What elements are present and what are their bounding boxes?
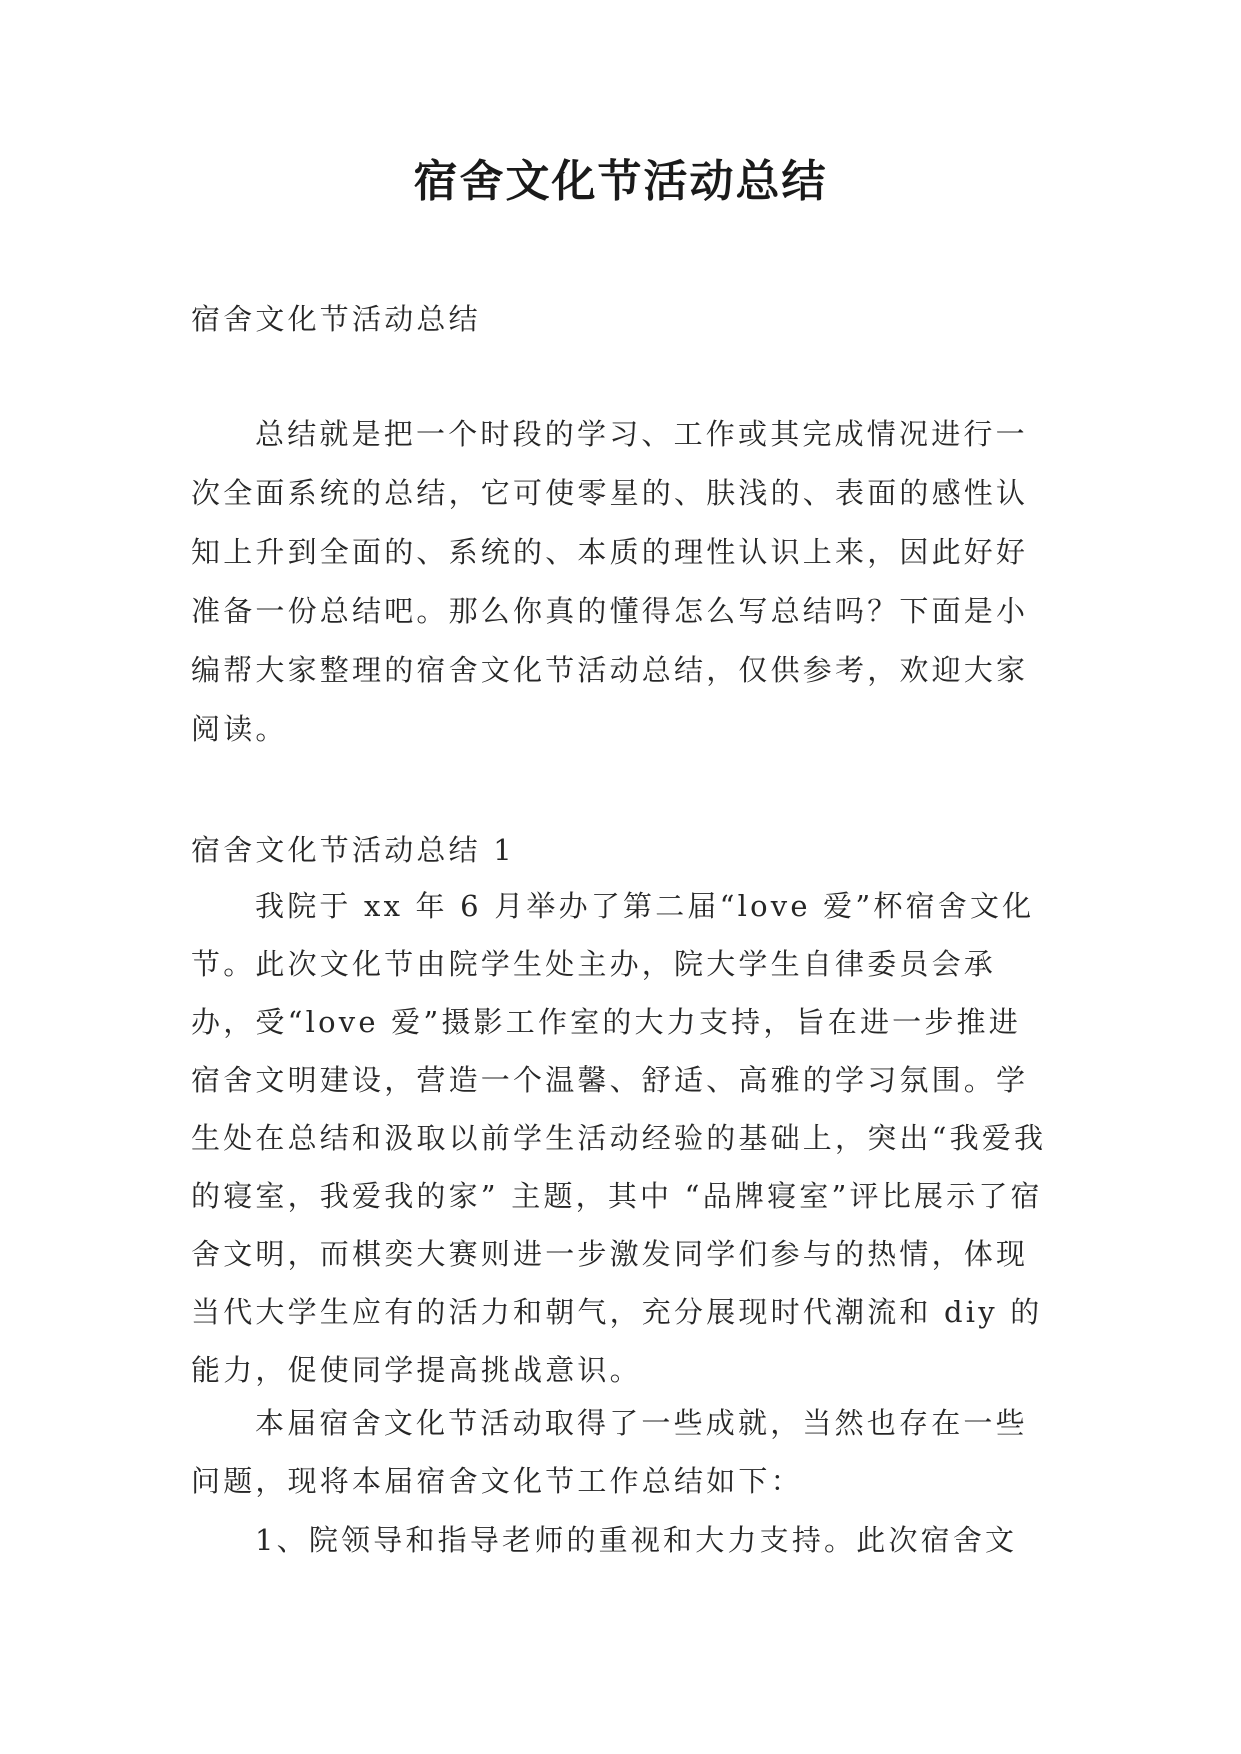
body-paragraph-2: 本届宿舍文化节活动取得了一些成就，当然也存在一些问题，现将本届宿舍文化节工作总结如下： <box>191 1406 1028 1498</box>
intro-paragraph: 总结就是把一个时段的学习、工作或其完成情况进行一次全面系统的总结，它可使零星的、肤浅的、表面的感性认知上升到全面的、系统的、本质的理性认识上来，因此好好准备一份总结吧。那么你真的懂得怎么写总结吗？下面是小编帮大家整理的宿舍文化节活动总结，仅供参考，欢迎大家阅读。 <box>191 417 1029 746</box>
document-title: 宿舍文化节活动总结 <box>413 156 828 207</box>
body-paragraph-1: 我院于 xx 年 6 月举办了第二届“love 爱”杯宿舍文化节。此次文化节由院学生处主办，院大学生自律委员会承办，受“love 爱”摄影工作室的大力支持，旨在进一步推进宿舍文明建设，营造一个温馨、舒适、高雅的学习氛围。学生处在总结和汲取以前学生活动经验的基础上，突出“我爱我的寝室，我爱我的家” 主题，其中 “品牌寝室”评比展示了宿舍文明，而棋奕大赛则进一步激发同学们参与的热情，体现当代大学生应有的活力和朝气，充分展现时代潮流和 diy 的能力，促使同学提高挑战意识。 <box>191 889 1047 1387</box>
document-subtitle: 宿舍文化节活动总结 <box>191 302 481 336</box>
body-paragraph-3: 1、院领导和指导老师的重视和大力支持。此次宿舍文 <box>255 1523 1018 1557</box>
section-heading: 宿舍文化节活动总结 1 <box>191 833 515 867</box>
